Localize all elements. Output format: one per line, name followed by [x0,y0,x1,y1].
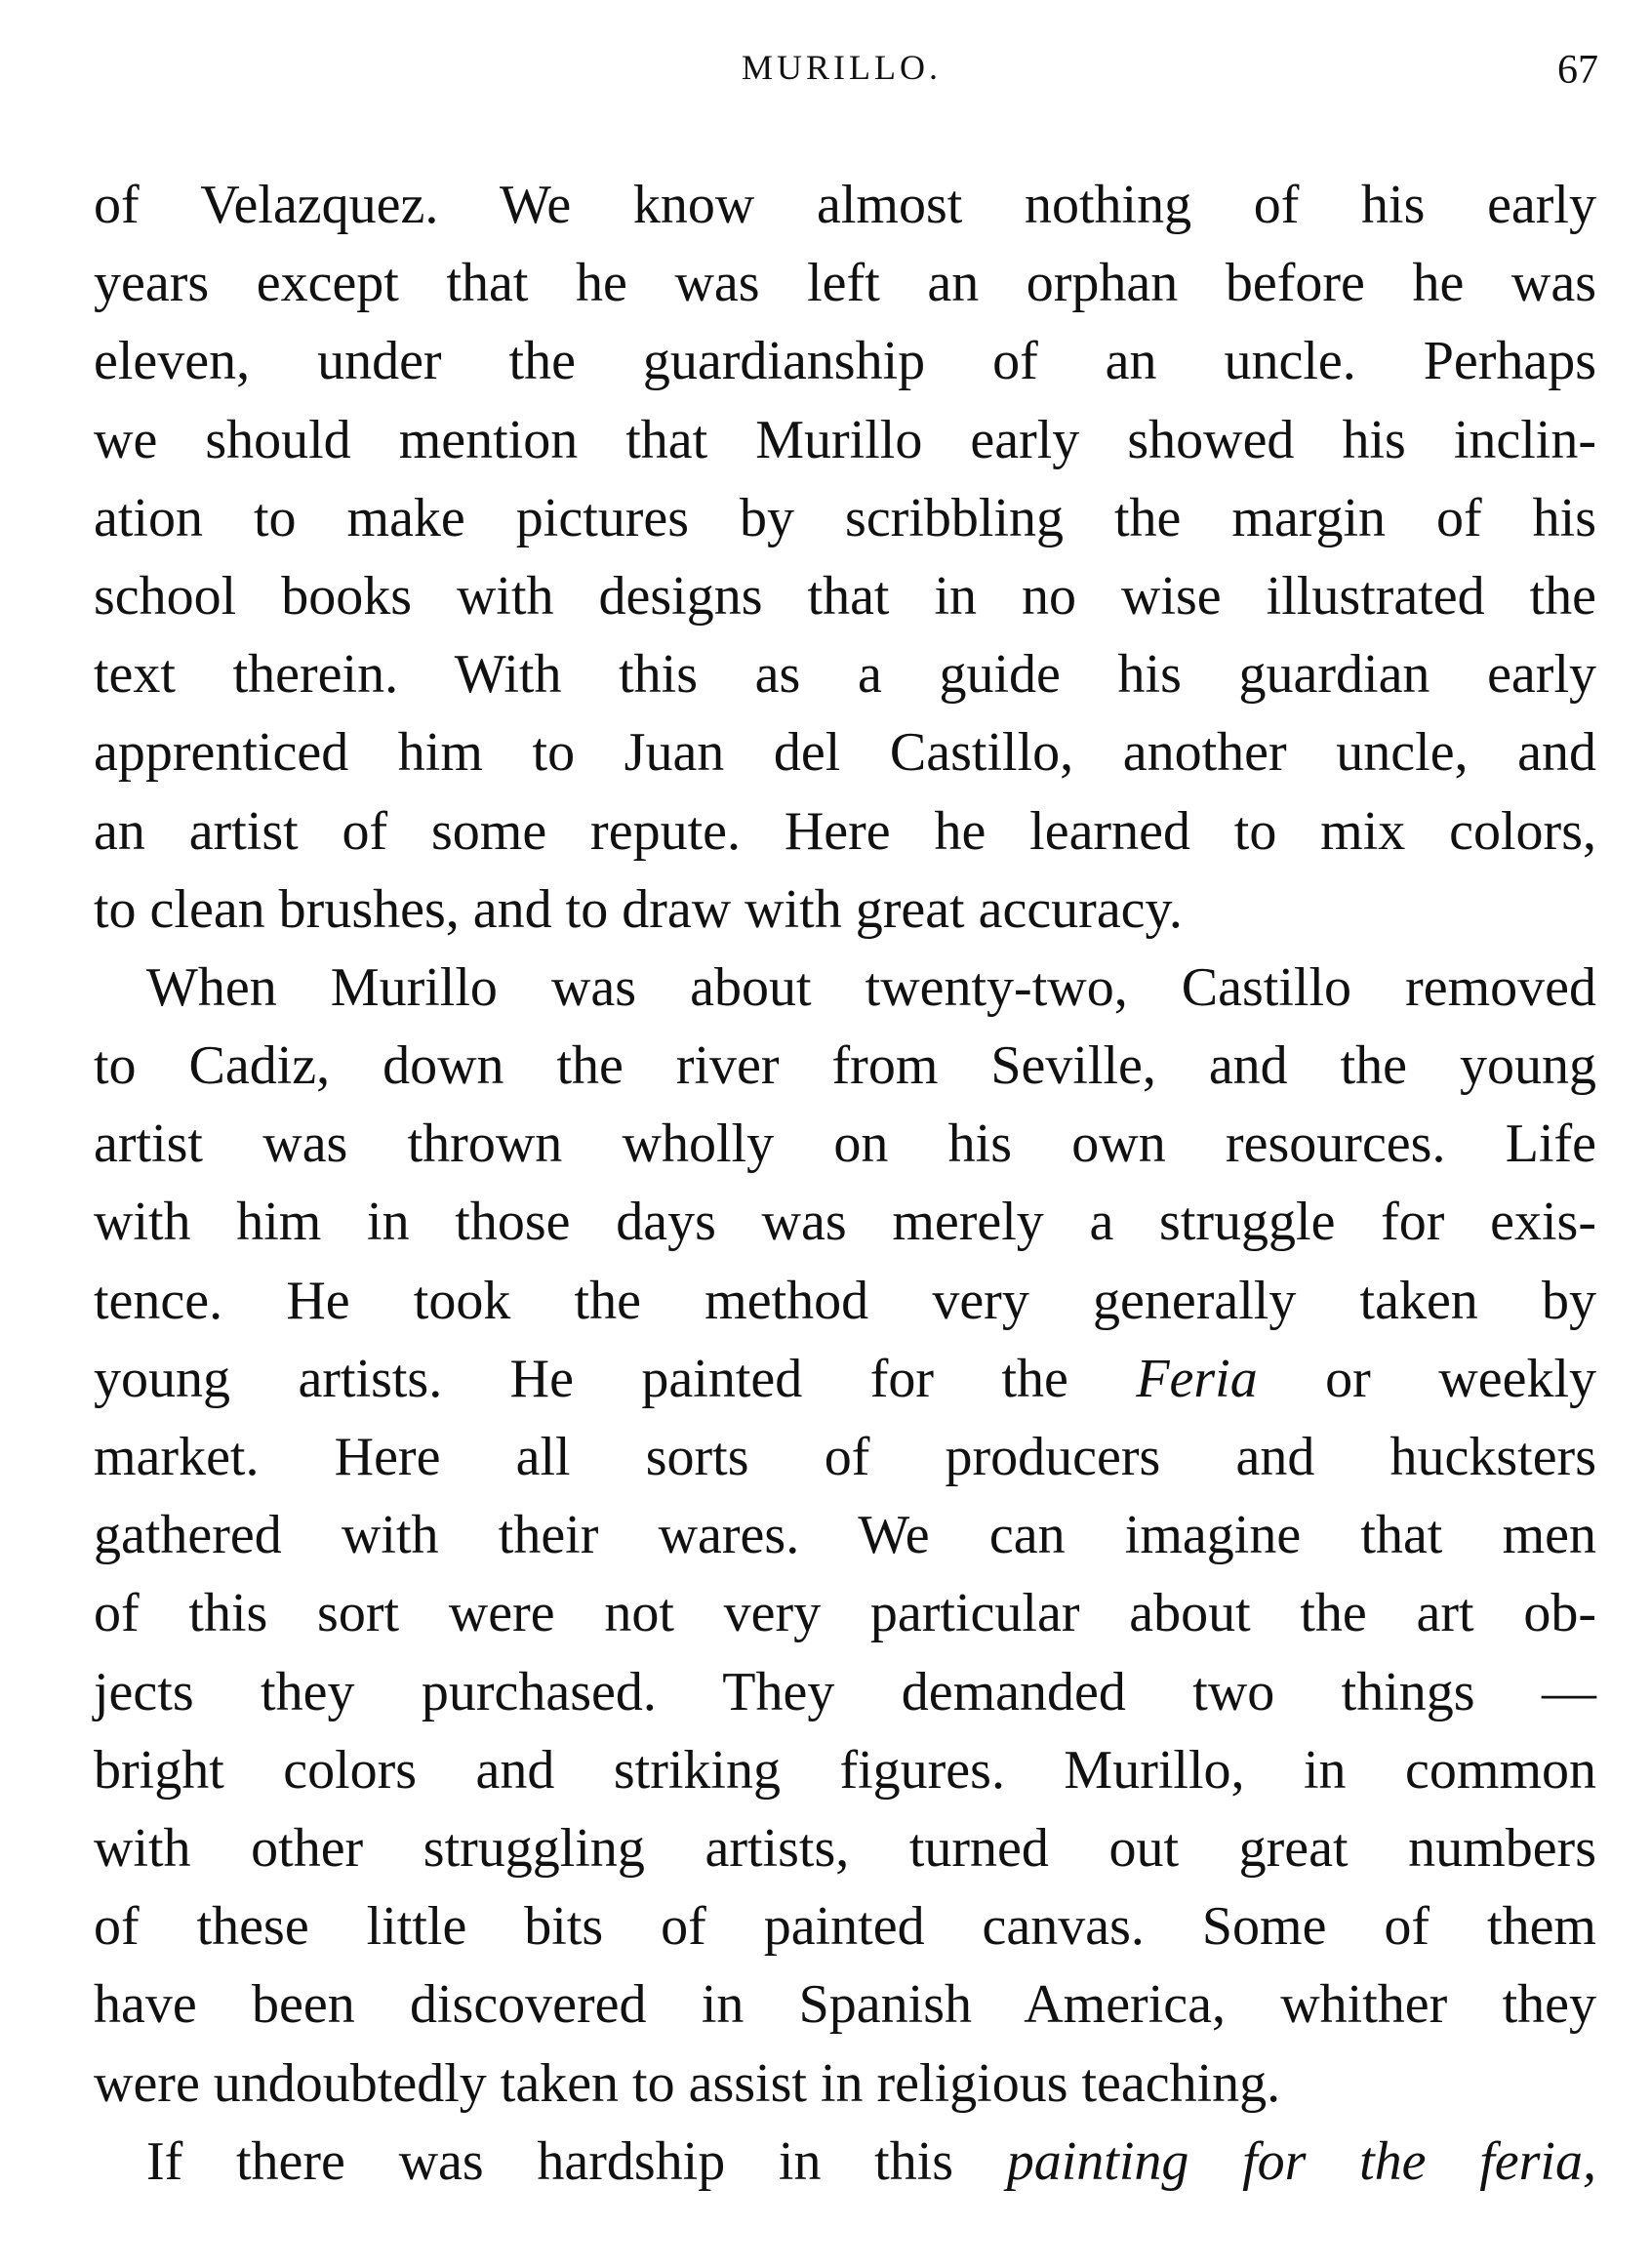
text-line: of this sort were not very particular about the art ob- [94,1583,1596,1644]
text-line: with him in those days was merely a struggle for exis- [94,1192,1596,1253]
text-line: artist was thrown wholly on his own resources. Life [94,1114,1596,1175]
italic-phrase: painting for the feria, [1006,2130,1596,2192]
text-line: young artists. He painted for the Feria or weekly [94,1348,1596,1409]
text-line: jects they purchased. They demanded two things — [94,1661,1596,1722]
text-line: we should mention that Murillo early showed his inclin- [94,409,1596,470]
page-number: 67 [1557,48,1598,93]
body-text [94,166,1596,2201]
text-line: were undoubtedly taken to assist in religious teaching. [94,2052,1281,2114]
running-title: MURILLO. [742,48,942,87]
text-line: school books with designs that in no wise illustrated the [94,565,1596,627]
text-line: of these little bits of painted canvas. Some of them [94,1896,1596,1958]
text-line: apprenticed him to Juan del Castillo, another uncle, and [94,722,1596,784]
text-line: text therein. With this as a guide his guardian early [94,644,1596,706]
text-line: tence. He took the method very generally taken by [94,1270,1596,1331]
text-line: an artist of some repute. Here he learned to mix colors, [94,800,1596,862]
text-line: with other struggling artists, turned out great numbers [94,1817,1596,1879]
text-line: of Velazquez. We know almost nothing of his early [94,175,1596,235]
text-line: ation to make pictures by scribbling the margin of his [94,487,1596,548]
text-line: have been discovered in Spanish America, whither they [94,1974,1596,2036]
text-line: market. Here all sorts of producers and hucksters [94,1427,1596,1487]
text-line: bright colors and striking figures. Murillo, in common [94,1739,1596,1801]
text-line: gathered with their wares. We can imagine that men [94,1505,1596,1566]
text-line: When Murillo was about twenty-two, Castillo removed [146,956,1596,1018]
text-line: years except that he was left an orphan before he was [94,253,1596,314]
text-line: If there was hardship in this painting for the feria, [146,2130,1596,2192]
text-line: to clean brushes, and to draw with great accuracy. [94,878,1183,940]
text-line: to Cadiz, down the river from Seville, and the young [94,1035,1596,1097]
text-line: eleven, under the guardianship of an uncle. Perhaps [94,331,1596,392]
italic-word: Feria [1136,1348,1258,1409]
running-head [0,47,1651,105]
